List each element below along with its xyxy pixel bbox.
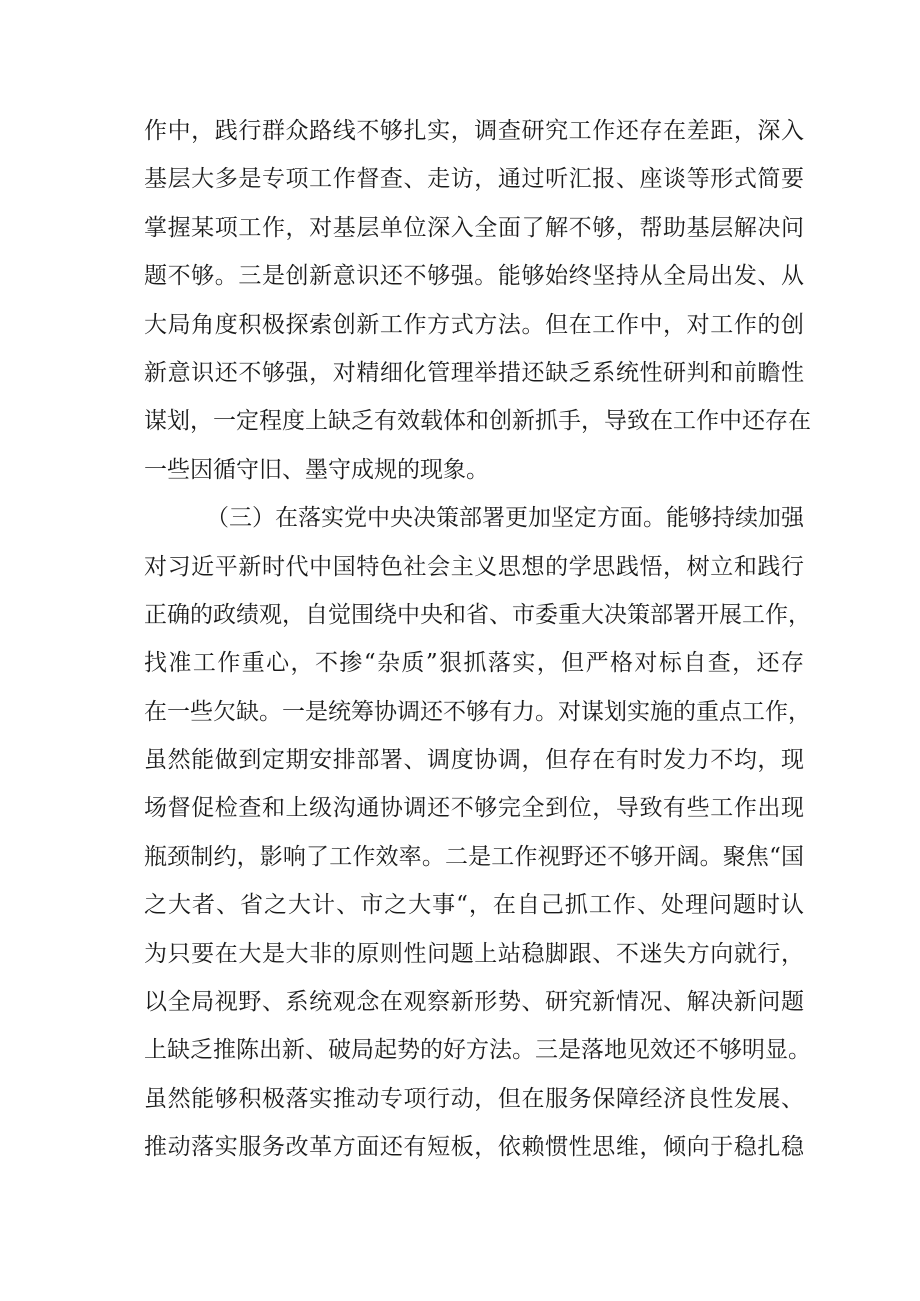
text-line: 虽然能够积极落实推动专项行动，但在服务保障经济良性发展、 — [144, 1085, 804, 1112]
text-line: 场督促检查和上级沟通协调还不够完全到位，导致有些工作出现 — [144, 795, 804, 822]
paragraph-2 — [144, 494, 811, 1171]
body-text — [144, 107, 811, 1172]
text-line: 大局角度积极探索创新工作方式方法。但在工作中，对工作的创 — [144, 311, 804, 338]
text-line: 对习近平新时代中国特色社会主义思想的学思践悟，树立和践行 — [144, 553, 804, 580]
text-line: 一些因循守旧、墨守成规的现象。 — [144, 456, 489, 483]
text-line: 掌握某项工作，对基层单位深入全面了解不够，帮助基层解决问 — [144, 214, 804, 241]
text-line: 之大者、省之大计、市之大事“，在自己抓工作、处理问题时认 — [144, 892, 804, 919]
section-heading-line: （三）在落实党中央决策部署更加坚定方面。能够持续加强 — [206, 505, 804, 532]
text-line: 在一些欠缺。一是统筹协调还不够有力。对谋划实施的重点工作， — [144, 698, 811, 725]
text-line: 以全局视野、系统观念在观察新形势、研究新情况、解决新问题 — [144, 989, 804, 1016]
text-line: 瓶颈制约，影响了工作效率。二是工作视野还不够开阔。聚焦“国 — [144, 843, 804, 870]
text-line: 虽然能做到定期安排部署、调度协调，但存在有时发力不均，现 — [144, 747, 804, 774]
text-line: 上缺乏推陈出新、破局起势的好方法。三是落地见效还不够明显。 — [144, 1037, 811, 1064]
paragraph-1 — [144, 107, 811, 494]
text-line: 找准工作重心，不掺“杂质”狠抓落实，但严格对标自查，还存 — [144, 650, 804, 677]
text-line: 推动落实服务改革方面还有短板，依赖惯性思维，倾向于稳扎稳 — [144, 1134, 804, 1161]
text-line: 正确的政绩观，自觉围绕中央和省、市委重大决策部署开展工作， — [144, 601, 811, 628]
text-line: 题不够。三是创新意识还不够强。能够始终坚持从全局出发、从 — [144, 263, 804, 290]
text-line: 新意识还不够强，对精细化管理举措还缺乏系统性研判和前瞻性 — [144, 359, 804, 386]
text-line: 谋划，一定程度上缺乏有效载体和创新抓手，导致在工作中还存在 — [144, 408, 811, 435]
text-line: 基层大多是专项工作督查、走访，通过听汇报、座谈等形式简要 — [144, 166, 804, 193]
text-line: 为只要在大是大非的原则性问题上站稳脚跟、不迷失方向就行， — [144, 940, 804, 967]
text-line: 作中，践行群众路线不够扎实，调查研究工作还存在差距，深入 — [144, 118, 804, 144]
